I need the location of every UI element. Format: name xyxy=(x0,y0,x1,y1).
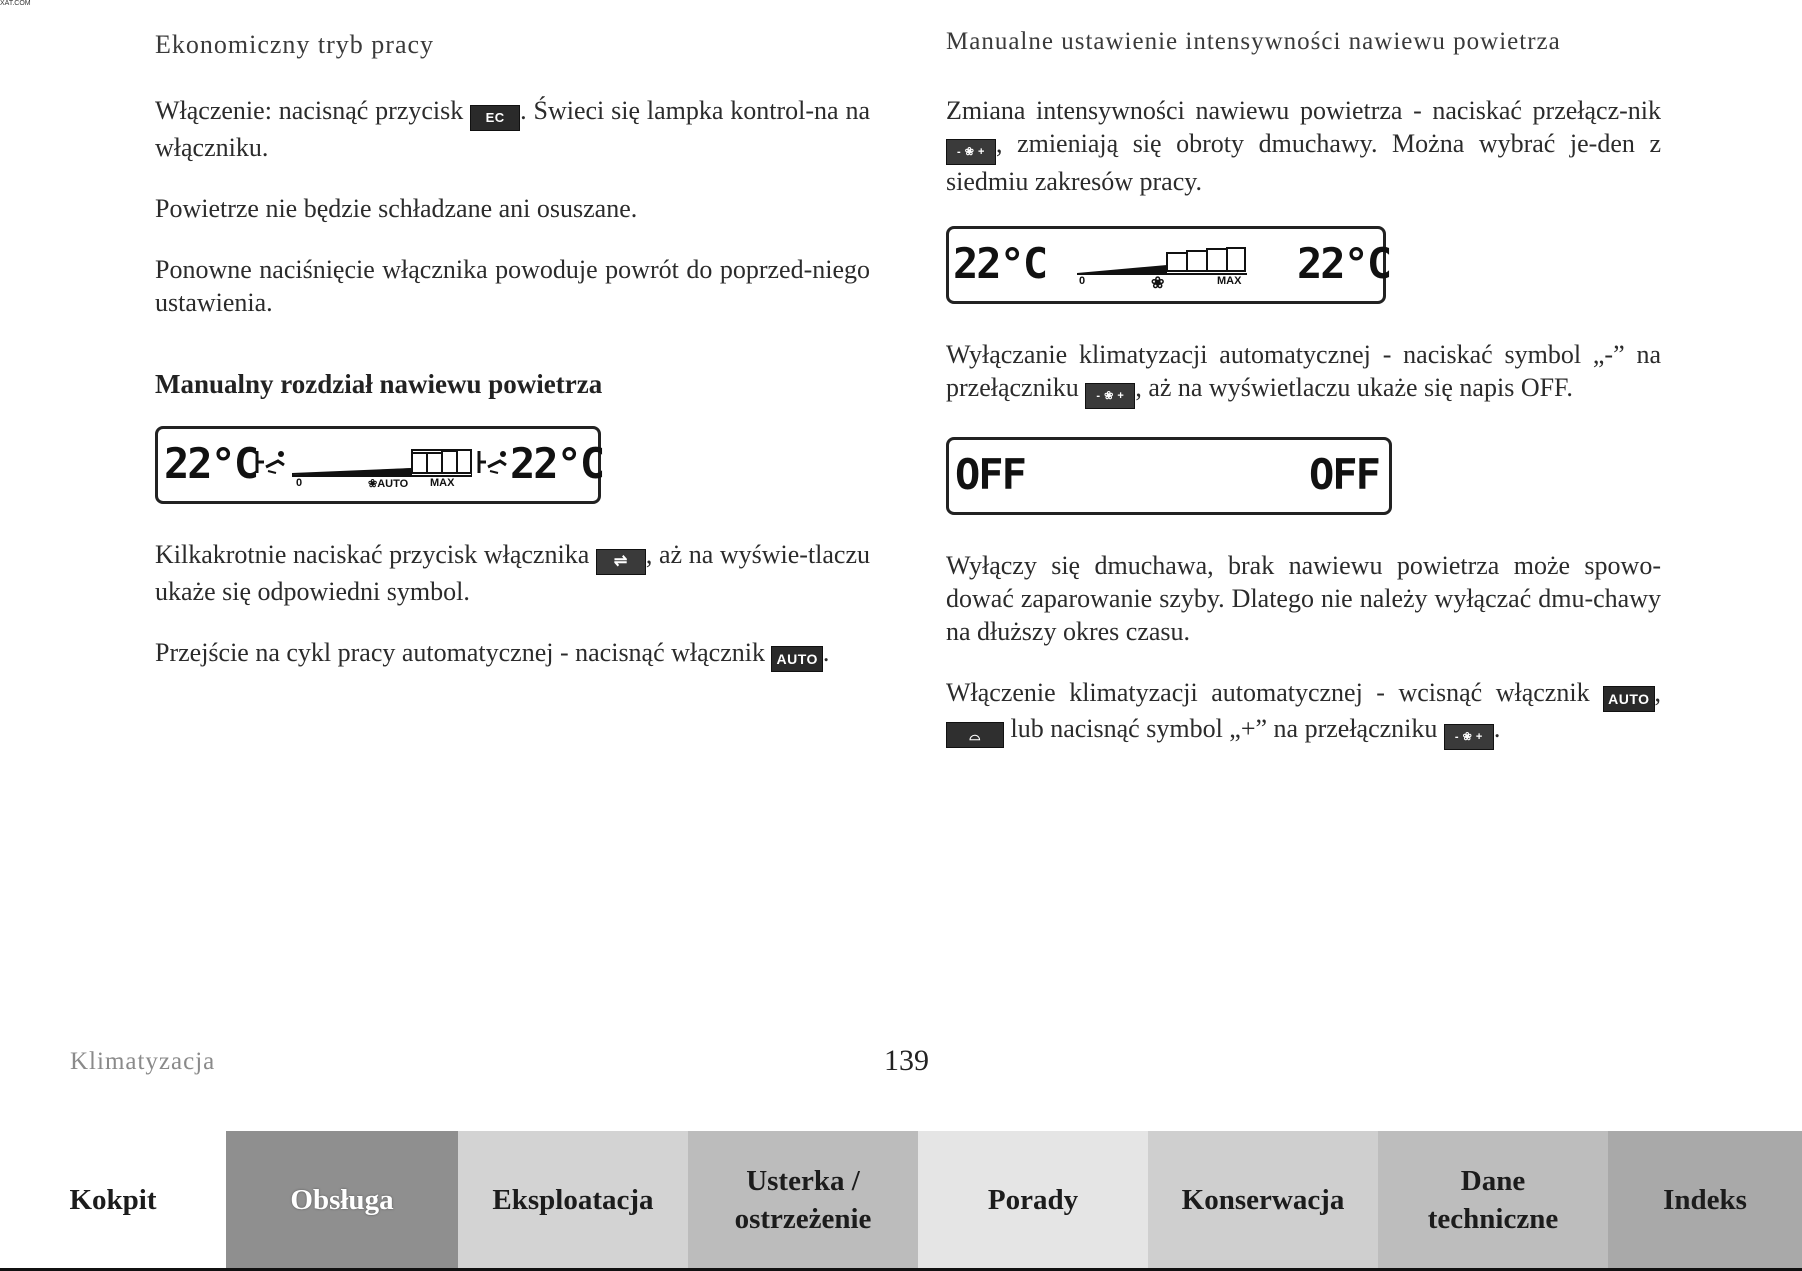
section-title: Klimatyzacja xyxy=(70,1048,216,1075)
paragraph-eco-on xyxy=(155,94,870,164)
tab-obsługa[interactable]: Obsługa xyxy=(226,1131,458,1268)
text: Włączenie: nacisnąć przycisk xyxy=(155,96,464,125)
tab-usterka[interactable]: Usterka / ostrzeżenie xyxy=(688,1131,918,1268)
lcd-display-off xyxy=(946,437,1392,515)
ec-button-icon: EC xyxy=(470,105,520,131)
fan-icon: ❀ xyxy=(1151,275,1165,292)
air-distribution-button-icon: ⇌ xyxy=(596,549,646,575)
paragraph-auto-mode xyxy=(155,636,870,672)
text: Włączenie klimatyzacji automatycznej - wcisnąć włącznik xyxy=(946,678,1590,707)
lcd-label-zero: 0 xyxy=(1079,275,1086,287)
left-column xyxy=(155,30,870,700)
tab-dane[interactable]: Dane techniczne xyxy=(1378,1131,1608,1268)
fan-level-bar-icon xyxy=(292,449,472,477)
fan-switch-icon: - ❀ + xyxy=(946,139,996,165)
text: , xyxy=(1654,678,1662,707)
tab-konserwacja[interactable]: Konserwacja xyxy=(1148,1131,1378,1268)
page-number: 139 xyxy=(884,1044,929,1077)
heading-manual-distribution: Manualny rozdział nawiewu powietrza xyxy=(155,369,603,399)
paragraph-change-intensity xyxy=(946,94,1661,198)
heading-eco-mode: Ekonomiczny tryb pracy xyxy=(155,30,435,59)
lcd-temp-left: 22°C xyxy=(953,239,1047,288)
lcd-label-zero: 0 xyxy=(296,477,303,489)
lcd-display-fan xyxy=(946,226,1391,304)
paragraph-press-again: Ponowne naciśnięcie włącznika powoduje powrót do poprzed-niego ustawienia. xyxy=(155,255,870,317)
lcd-off-right: OFF xyxy=(1309,450,1379,499)
text: . xyxy=(1493,714,1501,743)
airflow-person-icon xyxy=(476,447,508,477)
fan-level-bar-icon xyxy=(1077,247,1247,275)
text: Kilkakrotnie naciskać przycisk włącznika xyxy=(155,540,590,569)
lcd-display-distribution xyxy=(155,426,604,504)
fan-switch-icon: - ❀ + xyxy=(1444,724,1494,750)
tab-eksploatacja[interactable]: Eksploatacja xyxy=(458,1131,688,1268)
right-column xyxy=(946,28,1661,778)
text: , aż na wyświetlaczu ukaże się napis OFF. xyxy=(1135,373,1573,402)
text: , zmieniają się obroty dmuchawy. Można wybrać je-den z siedmiu zakresów pracy. xyxy=(946,129,1661,196)
lcd-off-left: OFF xyxy=(955,450,1025,499)
tab-indeks[interactable]: Indeks xyxy=(1608,1131,1802,1268)
paragraph-ac-off xyxy=(946,338,1661,409)
defrost-button-icon: ⌓ xyxy=(946,722,1004,748)
text: . xyxy=(822,638,830,667)
text: . Świeci się lampka kontrol-na na włączniku. xyxy=(155,96,870,162)
lcd-temp-right: 22°C xyxy=(510,439,604,488)
lcd-temp-left: 22°C xyxy=(164,439,258,488)
paragraph-press-repeatedly xyxy=(155,538,870,608)
text: Zmiana intensywności nawiewu powietrza - naciskać przełącz-nik xyxy=(946,96,1661,125)
text: Przejście na cykl pracy automatycznej - nacisnąć włącznik xyxy=(155,638,765,667)
airflow-person-icon xyxy=(254,447,286,477)
text: lub nacisnąć symbol „+” na przełączniku xyxy=(1010,714,1438,743)
heading-manual-intensity: Manualne ustawienie intensywności nawiewu powietrza xyxy=(946,28,1561,55)
text: Wyłączanie klimatyzacji automatycznej - naciskać symbol „-” na przełączniku xyxy=(946,340,1661,402)
lcd-temp-right: 22°C xyxy=(1297,239,1391,288)
paragraph-fan-off-warning: Wyłączy się dmuchawa, brak nawiewu powietrza może spowo-dować zaparowanie szyby. Dlatego nie należy wyłączać dmu-chawy na dłuższy okres czasu. xyxy=(946,551,1661,646)
auto-button-icon: AUTO xyxy=(1603,686,1654,712)
lcd-label-auto: ❀AUTO xyxy=(368,478,409,490)
tab-kokpit[interactable]: Kokpit xyxy=(0,1131,226,1268)
corner-logo: XAT.COM xyxy=(0,0,31,7)
auto-button-icon: AUTO xyxy=(771,646,822,672)
paragraph-ac-on xyxy=(946,676,1661,750)
lcd-label-max: MAX xyxy=(1217,275,1242,287)
text: , aż na wyświe-tlaczu ukaże się odpowiedni symbol. xyxy=(155,540,871,606)
paragraph-not-cooled: Powietrze nie będzie schładzane ani osuszane. xyxy=(155,194,638,223)
fan-switch-icon: - ❀ + xyxy=(1085,383,1135,409)
lcd-label-max: MAX xyxy=(430,477,455,489)
tab-porady[interactable]: Porady xyxy=(918,1131,1148,1268)
chapter-tab-bar xyxy=(0,1131,1802,1271)
